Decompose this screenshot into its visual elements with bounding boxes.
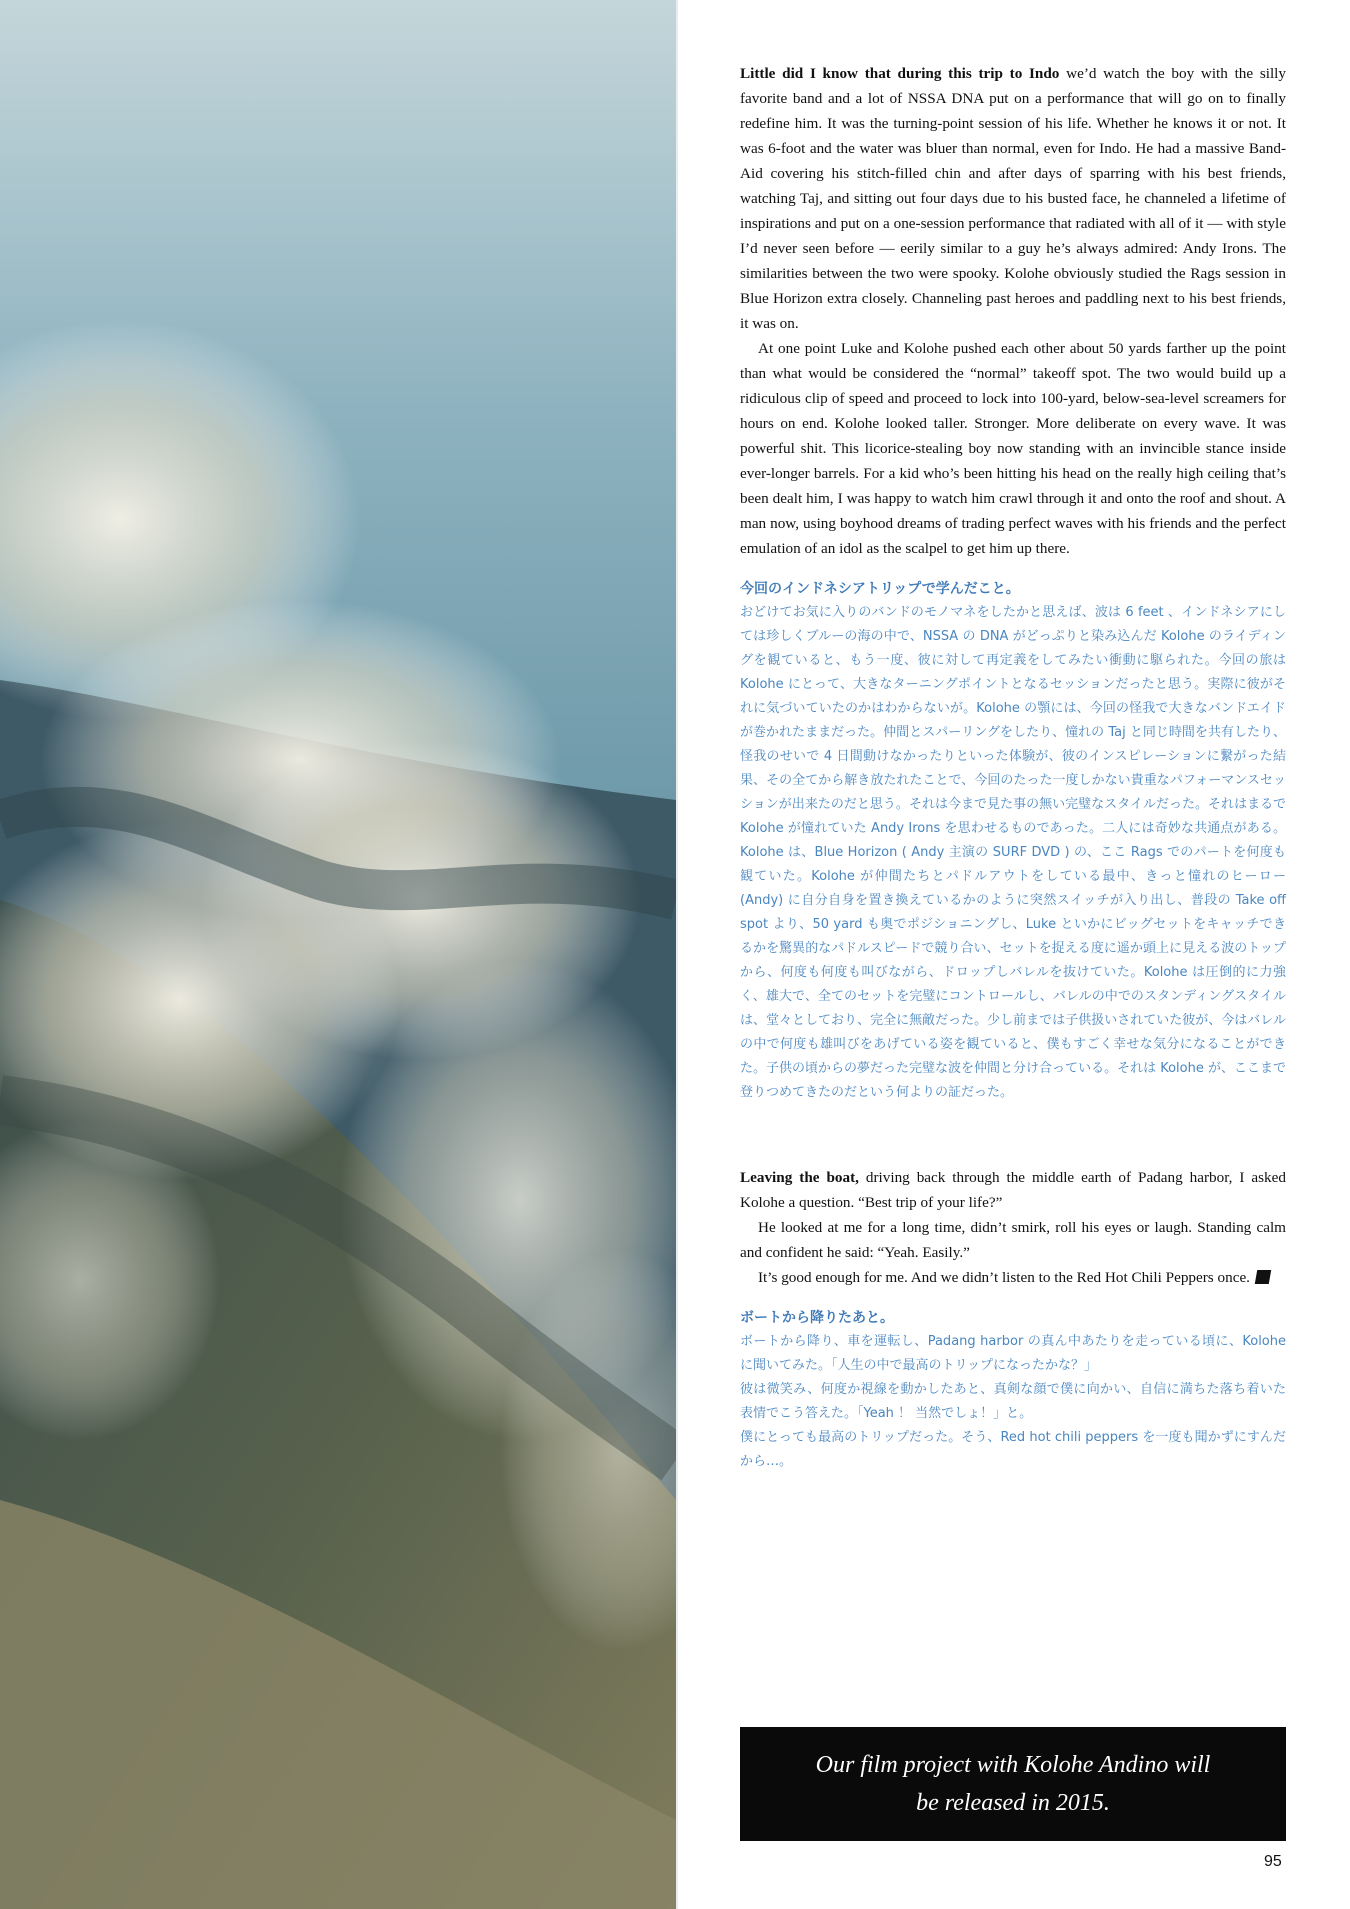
paragraph-5-text: It’s good enough for me. And we didn’t listen to the Red Hot Chili Peppers once. xyxy=(758,1269,1250,1286)
paragraph-5 xyxy=(740,1265,1286,1290)
jp-section-2-line-2: 彼は微笑み、何度か視線を動かしたあと、真剣な顔で僕に向かい、自信に満ちた落ち着いた表情でこう答えた。「Yeah ！ 当然でしょ！」と。 xyxy=(740,1382,1286,1421)
end-mark-icon xyxy=(1255,1270,1271,1284)
page-gutter xyxy=(676,0,678,1909)
jp-section-2-line-1: ボートから降り、車を運転し、Padang harbor の真ん中あたりを走っている頃に、Kolohe に聞いてみた。「人生の中で最高のトリップになったかな？」 xyxy=(740,1334,1286,1373)
jp-section-1-body: おどけてお気に入りのバンドのモノマネをしたかと思えば、波は 6 feet 、インドネシアにしては珍しくブルーの海の中で、NSSA の DNA がどっぷりと染み込んだ Kolohe のライディングを観ていると、もう一度、彼に対して再定義をしてみたい衝動に駆られた。今回の旅は Kolohe にとって、大きなターニングポイントとなるセッションだったと思う。実際に彼がそれに気づいていたのかはわからないが。Kolohe の顎には、今回の怪我で大きなバンドエイドが巻かれたままだった。仲間とスパーリングをしたり、憧れの Taj と同じ時間を共有したり、怪我のせいで 4 日間動けなかったりといった体験が、彼のインスピレーションに繋がった結果、その全てから解き放たれたことで、今回のたった一度しかない貴重なパフォーマンスセッションが出来たのだと思う。それは今まで見た事の無い完璧なスタイルだった。それはまるで Kolohe が憧れていた Andy Irons を思わせるものであった。二人には奇妙な共通点がある。Kolohe は、Blue Horizon ( Andy 主演の SURF DVD ) の、ここ Rags でのパートを何度も観ていた。Kolohe が仲間たちとパドルアウトをしている最中、きっと憧れのヒーロー (Andy) に自分自身を置き換えているかのように突然スイッチが入り出し、普段の Take off spot より、50 yard も奥でポジショニングし、Luke といかにビッグセットをキャッチできるかを驚異的なパドルスピードで競り合い、セットを捉える度に遥か頭上に見える波のトップから、何度も何度も叫びながら、ドロップしバレルを抜けていた。Kolohe は圧倒的に力強く、雄大で、全てのセットを完璧にコントロールし、バレルの中でのスタンディングスタイルは、堂々としており、完全に無敵だった。少し前までは子供扱いされていた彼が、今はバレルの中で何度も雄叫びをあげている姿を観ていると、僕もすごく幸せな気分になることができた。子供の頃からの夢だった完璧な波を仲間と分け合っている。それは Kolohe が、ここまで登りつめてきたのだという何よりの証だった。 xyxy=(740,605,1286,1100)
paragraph-1 xyxy=(740,61,1286,336)
jp-section-1-heading: 今回のインドネシアトリップで学んだこと。 xyxy=(740,581,1020,597)
promo-line-1: Our film project with Kolohe Andino will xyxy=(815,1752,1211,1778)
paragraph-3-body: driving back through the middle earth of Padang harbor, I asked Kolohe a question. “Best trip of your life?” xyxy=(740,1169,1286,1211)
paragraph-3 xyxy=(740,1165,1286,1215)
paragraph-1-body: we’d watch the boy with the silly favorite band and a lot of NSSA DNA put on a performance that will go on to finally redefine him. It was the turning-point session of his life. Whether he knows it or not. It was 6-foot and the water was bluer than normal, even for Indo. He had a massive Band-Aid covering his stitch-filled chin and after days of sparring with his best friends, watching Taj, and sitting out four days due to his busted face, he channeled a lifetime of inspirations and put on a one-session performance that radiated with all of it — with style I’d never seen before — eerily similar to a guy he’s always admired: Andy Irons. The similarities between the two were spooky. Kolohe obviously studied the Rags session in Blue Horizon extra closely. Channeling past heroes and paddling next to his best friends, it was on. xyxy=(740,65,1286,332)
paragraph-1-lead: Little did I know that during this trip to Indo xyxy=(740,65,1060,82)
paragraph-2: At one point Luke and Kolohe pushed each other about 50 yards farther up the point than what would be considered the “normal” takeoff spot. The two would build up a ridiculous clip of speed and proceed to lock into 100-yard, below-sea-level screamers for hours on end. Kolohe looked taller. Stronger. More deliberate on every wave. It was powerful shit. This licorice-stealing boy now standing with an invincible stance inside ever-longer barrels. For a kid who’s been hitting his head on the really high ceiling that’s been dealt him, I was happy to watch him crawl through it and onto the roof and shout. A man now, using boyhood dreams of trading perfect waves with his friends and the perfect emulation of an idol as the scalpel to get him up there. xyxy=(740,340,1286,557)
paragraph-4: He looked at me for a long time, didn’t smirk, roll his eyes or laugh. Standing calm and confident he said: “Yeah. Easily.” xyxy=(740,1219,1286,1261)
promo-box xyxy=(740,1727,1286,1841)
article-column xyxy=(740,61,1286,1474)
promo-line-2: be released in 2015. xyxy=(916,1790,1110,1816)
jp-section-2-heading: ボートから降りたあと。 xyxy=(740,1310,894,1326)
page-number: 95 xyxy=(1264,1853,1282,1870)
paragraph-3-lead: Leaving the boat, xyxy=(740,1169,859,1186)
jp-section-2-line-3: 僕にとっても最高のトリップだった。そう、Red hot chili peppers を一度も聞かずにすんだから…。 xyxy=(740,1430,1286,1469)
